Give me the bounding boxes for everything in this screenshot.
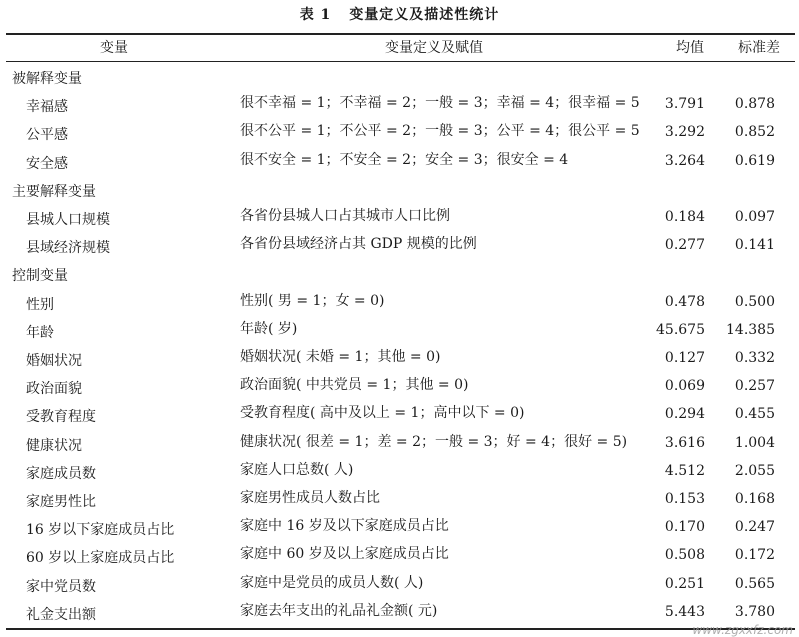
mean-value: 0.294 (664, 406, 705, 423)
sd-value: 0.500 (734, 293, 775, 310)
sd-value: 2.055 (734, 462, 775, 479)
variable-definition: 家庭去年支出的礼品礼金额( 元) (240, 602, 438, 619)
header-sd: 标准差 (738, 40, 780, 56)
variable-definition: 很不公平 = 1；不公平 = 2；一般 = 3；公平 = 4；很公平 = 5 (240, 123, 640, 140)
variable-name: 政治面貌 (26, 381, 82, 398)
mean-value: 0.508 (664, 547, 705, 564)
mean-value: 0.069 (664, 378, 705, 395)
mean-value: 0.153 (664, 491, 705, 507)
header-rule (6, 61, 795, 62)
mean-value: 4.512 (664, 462, 705, 479)
mean-value: 5.443 (664, 603, 705, 620)
variable-definition: 家庭男性成员人数占比 (240, 490, 380, 506)
variable-name: 年龄 (26, 324, 54, 341)
header-mean: 均值 (676, 40, 704, 56)
mean-value: 0.277 (664, 237, 705, 254)
mean-value: 3.292 (664, 124, 705, 141)
sd-value: 0.619 (734, 152, 775, 169)
variable-name: 家庭成员数 (26, 465, 96, 482)
variable-name: 礼金支出额 (26, 606, 96, 623)
table-row (0, 294, 799, 322)
variable-name: 家庭男性比 (26, 494, 96, 510)
variable-definition: 很不安全 = 1；不安全 = 2；安全 = 3；很安全 = 4 (240, 151, 569, 168)
table-row (0, 463, 799, 491)
variable-definition: 受教育程度( 高中及以上 = 1；高中以下 = 0) (240, 405, 525, 422)
variable-name: 性别 (26, 296, 54, 313)
sd-value: 1.004 (734, 434, 775, 451)
sd-value: 0.878 (734, 96, 775, 113)
header-definition: 变量定义及赋值 (385, 40, 483, 56)
variable-name: 婚姻状况 (26, 353, 82, 369)
mean-value: 0.478 (664, 293, 705, 310)
variable-definition: 婚姻状况( 未婚 = 1；其他 = 0) (240, 349, 441, 365)
variable-definition: 政治面貌( 中共党员 = 1；其他 = 0) (240, 377, 469, 394)
variable-definition: 很不幸福 = 1；不幸福 = 2；一般 = 3；幸福 = 4；很幸福 = 5 (240, 95, 640, 112)
sd-value: 3.780 (734, 603, 775, 620)
sd-value: 14.385 (726, 321, 775, 338)
table-caption (0, 4, 799, 24)
sd-value: 0.097 (734, 209, 775, 225)
table-number: 表 1 (299, 7, 332, 23)
section-label: 主要解释变量 (12, 183, 96, 200)
sd-value: 0.565 (734, 575, 775, 592)
sd-value: 0.247 (734, 519, 775, 536)
variable-definition: 性别( 男 = 1；女 = 0) (240, 292, 385, 309)
table-row (0, 435, 799, 463)
variable-name: 安全感 (26, 155, 68, 172)
sd-value: 0.172 (734, 547, 775, 564)
variable-name: 家中党员数 (26, 578, 96, 595)
variable-name: 健康状况 (26, 437, 82, 454)
mean-value: 0.170 (664, 519, 705, 536)
sd-value: 0.852 (734, 124, 775, 141)
section-label: 被解释变量 (12, 71, 82, 87)
table-title: 变量定义及描述性统计 (349, 7, 500, 23)
sd-value: 0.257 (734, 378, 775, 395)
section-row (0, 265, 799, 293)
variable-definition: 家庭中是党员的成员人数( 人) (240, 574, 424, 591)
variable-definition: 各省份县城人口占其城市人口比例 (240, 208, 450, 224)
variable-definition: 健康状况( 很差 = 1；差 = 2；一般 = 3；好 = 4；很好 = 5) (240, 433, 628, 450)
variable-definition: 家庭人口总数( 人) (240, 461, 354, 478)
mean-value: 0.184 (664, 209, 705, 225)
variable-definition: 家庭中 60 岁及以上家庭成员占比 (240, 546, 449, 563)
variable-definition: 家庭中 16 岁及以下家庭成员占比 (240, 518, 449, 535)
bottom-rule (6, 628, 795, 630)
variable-name: 县域经济规模 (26, 240, 110, 257)
variable-name: 受教育程度 (26, 409, 96, 426)
mean-value: 3.616 (664, 434, 705, 451)
variable-definition: 各省份县域经济占其 GDP 规模的比例 (240, 236, 477, 253)
top-rule (6, 33, 795, 35)
mean-value: 0.251 (664, 575, 705, 592)
variable-name: 16 岁以下家庭成员占比 (26, 522, 175, 539)
sd-value: 0.455 (734, 406, 775, 423)
mean-value: 3.264 (664, 152, 705, 169)
mean-value: 3.791 (664, 96, 705, 113)
sd-value: 0.168 (734, 491, 775, 507)
variable-name: 幸福感 (26, 99, 68, 116)
mean-value: 0.127 (664, 350, 705, 366)
section-label: 控制变量 (12, 268, 68, 285)
header-variable: 变量 (100, 40, 128, 56)
variable-definition: 年龄( 岁) (240, 320, 298, 337)
variable-name: 县城人口规模 (26, 212, 110, 228)
variable-name: 公平感 (26, 127, 68, 144)
mean-value: 45.675 (656, 321, 705, 338)
watermark: www.zgxxfz.com (692, 623, 793, 637)
table-row (0, 237, 799, 265)
table-row (0, 153, 799, 181)
sd-value: 0.332 (734, 350, 775, 366)
sd-value: 0.141 (734, 237, 775, 254)
variable-name: 60 岁以上家庭成员占比 (26, 550, 175, 567)
